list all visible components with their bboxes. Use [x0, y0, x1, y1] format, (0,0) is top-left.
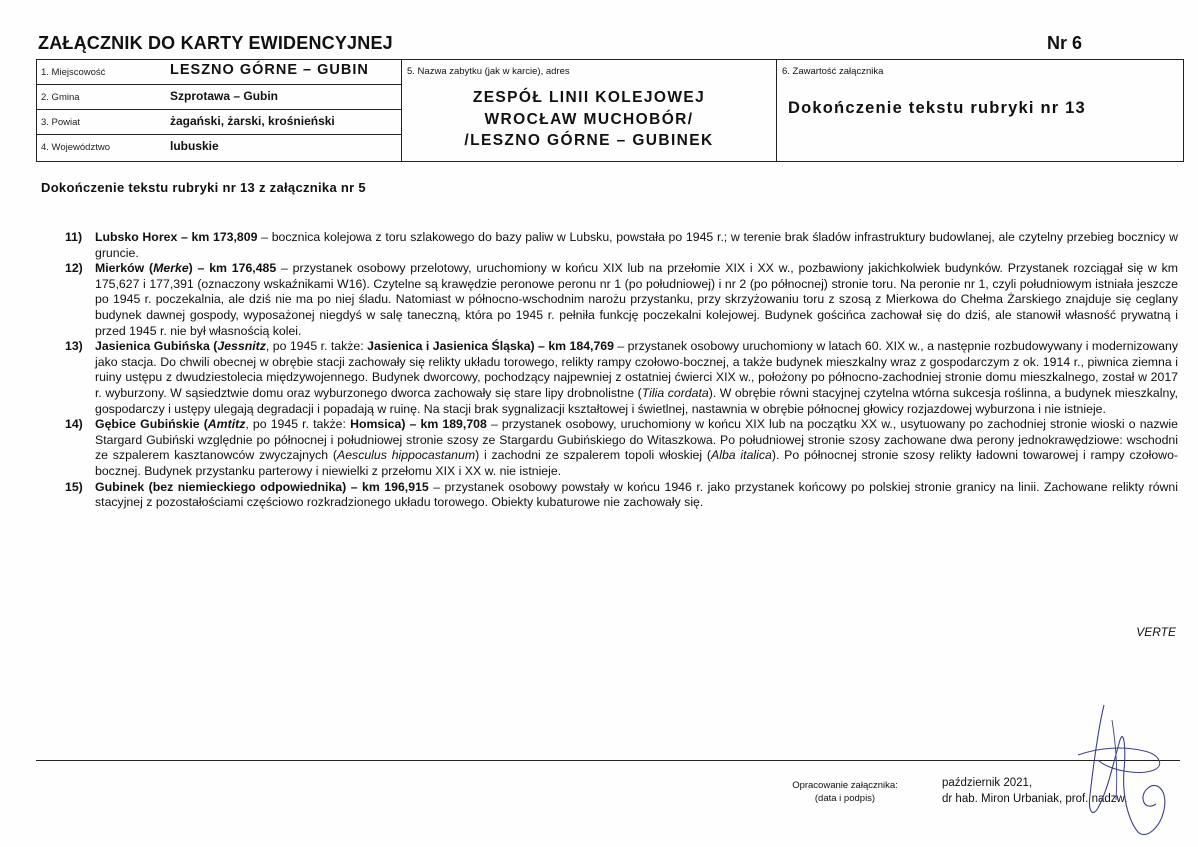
entry-text: Jasienica i Jasienica Śląska) – km 184,769	[367, 339, 614, 354]
field-value: lubuskie	[170, 139, 219, 153]
entry-text: Gębice Gubińskie (	[95, 417, 208, 432]
field-commune	[37, 85, 401, 110]
field-label: 1. Miejscowość	[41, 67, 106, 78]
entry-text: , po 1945 r. także:	[245, 417, 351, 432]
entry-number: 12)	[65, 261, 83, 276]
entry-text: Amtitz	[207, 417, 246, 432]
prepared-label	[770, 779, 920, 805]
contents-value: Dokończenie tekstu rubryki nr 13	[788, 99, 1086, 117]
contents-label: 6. Zawartość załącznika	[782, 66, 884, 77]
verte-note: VERTE	[1136, 625, 1176, 639]
entry-text: – przystanek osobowy przelotowy, uruchomiony w końcu XIX lub na przełomie XIX i XX w., pozbawiony jakichkolwiek budynków. Przystanek rozciągał się w km 175,627 i 177,391 (oznaczony wskaźnikami W16). Czytelne są krawędzie peronowe peronu nr 1 (po południowej) i nr 2 (po północnej) stronie toru. Na peronie nr 1, czyli południowym istniała jeszcze po 1945 r. poczekalnia, ale dziś nie ma po niej śladu. Natomiast w północno-wschodnim narożu przystanku, przy skrzyżowaniu toru z szosą z Mierkowa do Chełma Żarskiego znajduje się ceglany budynek dawnej gospody, wyposażonej niegdyś w salę taneczną, która po 1945 r. pełniła funkcję poczekalni kolejowej. Budynek gościńca zachował się do dziś, ale stanowił własność prywatną i przed 1945 r. nie był własnością kolei.	[95, 261, 1178, 338]
monument-label: 5. Nazwa zabytku (jak w karcie), adres	[407, 66, 570, 77]
entry-number: 11)	[65, 230, 83, 244]
field-locality	[37, 60, 401, 85]
entry-text: ). W obrębie równi stacyjnej czytelna wtórna sukcesja roślinna, a budynek mieszkalny, gospodarczy i ustępy ulegają degradacji i popadają w ruinę. Na stacji brak sygnalizacji kształtowej i świetlnej, nastawnia w obrębie północnej głowicy rozjazdowej wyburzona i nie istnieje.	[95, 385, 1178, 416]
entry-number: 14)	[65, 417, 83, 432]
signature-icon	[1068, 700, 1178, 840]
entry-text: ) – km 176,485	[188, 261, 277, 276]
prepared-label-line: Opracowanie załącznika:	[792, 780, 898, 791]
header-table	[36, 59, 1184, 162]
entry-number: 15)	[65, 479, 83, 494]
entry-text: Aesculus hippocastanum	[337, 448, 476, 463]
entry-text: Jessnitz	[217, 339, 266, 354]
field-value: LESZNO GÓRNE – GUBIN	[170, 62, 369, 78]
entry-text: ) i zachodni ze szpalerem topoli włoskiej (	[475, 448, 712, 463]
footer-divider	[36, 760, 1180, 761]
field-label: 4. Województwo	[41, 142, 110, 153]
entry-item	[65, 339, 1178, 417]
entry-text: Jasienica Gubińska (	[95, 339, 218, 354]
entry-text: Tilia cordata	[641, 385, 709, 400]
document-title: ZAŁĄCZNIK DO KARTY EWIDENCYJNEJ	[38, 33, 393, 53]
field-voivodeship	[37, 135, 401, 160]
entries-list	[65, 230, 1179, 511]
entry-number: 13)	[65, 339, 83, 354]
field-label: 3. Powiat	[41, 117, 81, 128]
entry-text: – przystanek osobowy powstały w końcu 1946 r. jako przystanek końcowy po polskiej stronie granicy na linii. Zachowane relikty równi stacyjnej z pozostałościami częściowo rozkradzionego układu torowego. Obiekty kubaturowe nie zachowały się.	[95, 479, 1179, 510]
entry-text: – przystanek osobowy uruchomiony w latach 60. XIX w., a następnie rozbudowywany i modernizowany jako stacja. Do chwili obecnej w obrębie stacji zachowały się relikty układu torowego, relikty rampy czołowo-bocznej, a także budynek mieszkalny wraz z gospodarczym z ok. 1914 r., piwnica ziemna i ruiny ustępu z dwudziestolecia międzywojennego. Budynek dworcowy, pochodzący najpewniej z ostatniej ćwierci XIX w., położony po północno-zachodniej stronie domu mieszkalnego, został w 2017 r. wyburzony. W sąsiedztwie domu oraz wyburzonego dworca zachowały się stare lipy drobnolistne (	[95, 339, 1178, 400]
section-heading: Dokończenie tekstu rubryki nr 13 z załącznika nr 5	[41, 180, 366, 195]
location-fields	[37, 60, 402, 161]
prepared-author: dr hab. Miron Urbaniak, prof. nadzw.	[942, 793, 1128, 805]
monument-name-cell	[402, 60, 777, 161]
field-value: żagański, żarski, krośnieński	[170, 114, 335, 128]
entry-item	[65, 479, 1179, 511]
entry-text: , po 1945 r. także:	[265, 339, 368, 354]
field-county	[37, 110, 401, 135]
entry-text: Homsica) – km 189,708	[350, 417, 487, 432]
entry-text: – bocznica kolejowa z toru szlakowego do bazy paliw w Lubsku, powstała po 1945 r.; w terenie brak śladów infrastruktury budowlanej, ale czytelny przebieg bocznicy w gruncie.	[95, 230, 1179, 260]
entry-text: Merke	[153, 261, 189, 276]
entry-text: – przystanek osobowy, uruchomiony w końcu XIX lub na początku XX w., usytuowany po zachodniej stronie wioski o nazwie Stargard Gubiński względnie po północnej i południowej stronie szosy ze Stargardu Gubińskiego do Witaszkowa. Po południowej stronie szosy zachowane dwa perony jednokrawędziowe: wschodni ze szpalerem kasztanowców zwyczajnych (	[95, 417, 1178, 463]
field-value: Szprotawa – Gubin	[170, 89, 279, 103]
entry-text: Alba italica	[711, 448, 772, 463]
entry-item	[65, 417, 1179, 479]
monument-name	[402, 87, 776, 152]
entry-item	[65, 230, 1179, 261]
entry-text: ). Po północnej stronie szosy relikty ładowni towarowej i rampy czołowo-bocznej. Budynek przystanku parterowy i niewielki z przełomu XIX i XX w. nie istnieje.	[95, 448, 1179, 478]
entry-text: Mierków (	[95, 261, 154, 276]
monument-line: /LESZNO GÓRNE – GUBINEK	[464, 132, 714, 149]
attachment-number: Nr 6	[1046, 33, 1082, 53]
contents-cell	[777, 60, 1183, 161]
entry-item	[65, 261, 1178, 339]
entry-text: Gubinek (bez niemieckiego odpowiednika) – km 196,915	[95, 479, 429, 494]
prepared-date: październik 2021,	[942, 777, 1033, 789]
field-label: 2. Gmina	[41, 92, 80, 103]
monument-line: ZESPÓŁ LINII KOLEJOWEJ	[472, 89, 706, 106]
prepared-label-line: (data i podpis)	[814, 793, 876, 804]
monument-line: WROCŁAW MUCHOBÓR/	[484, 110, 694, 128]
entry-text: Lubsko Horex – km 173,809	[95, 230, 258, 244]
